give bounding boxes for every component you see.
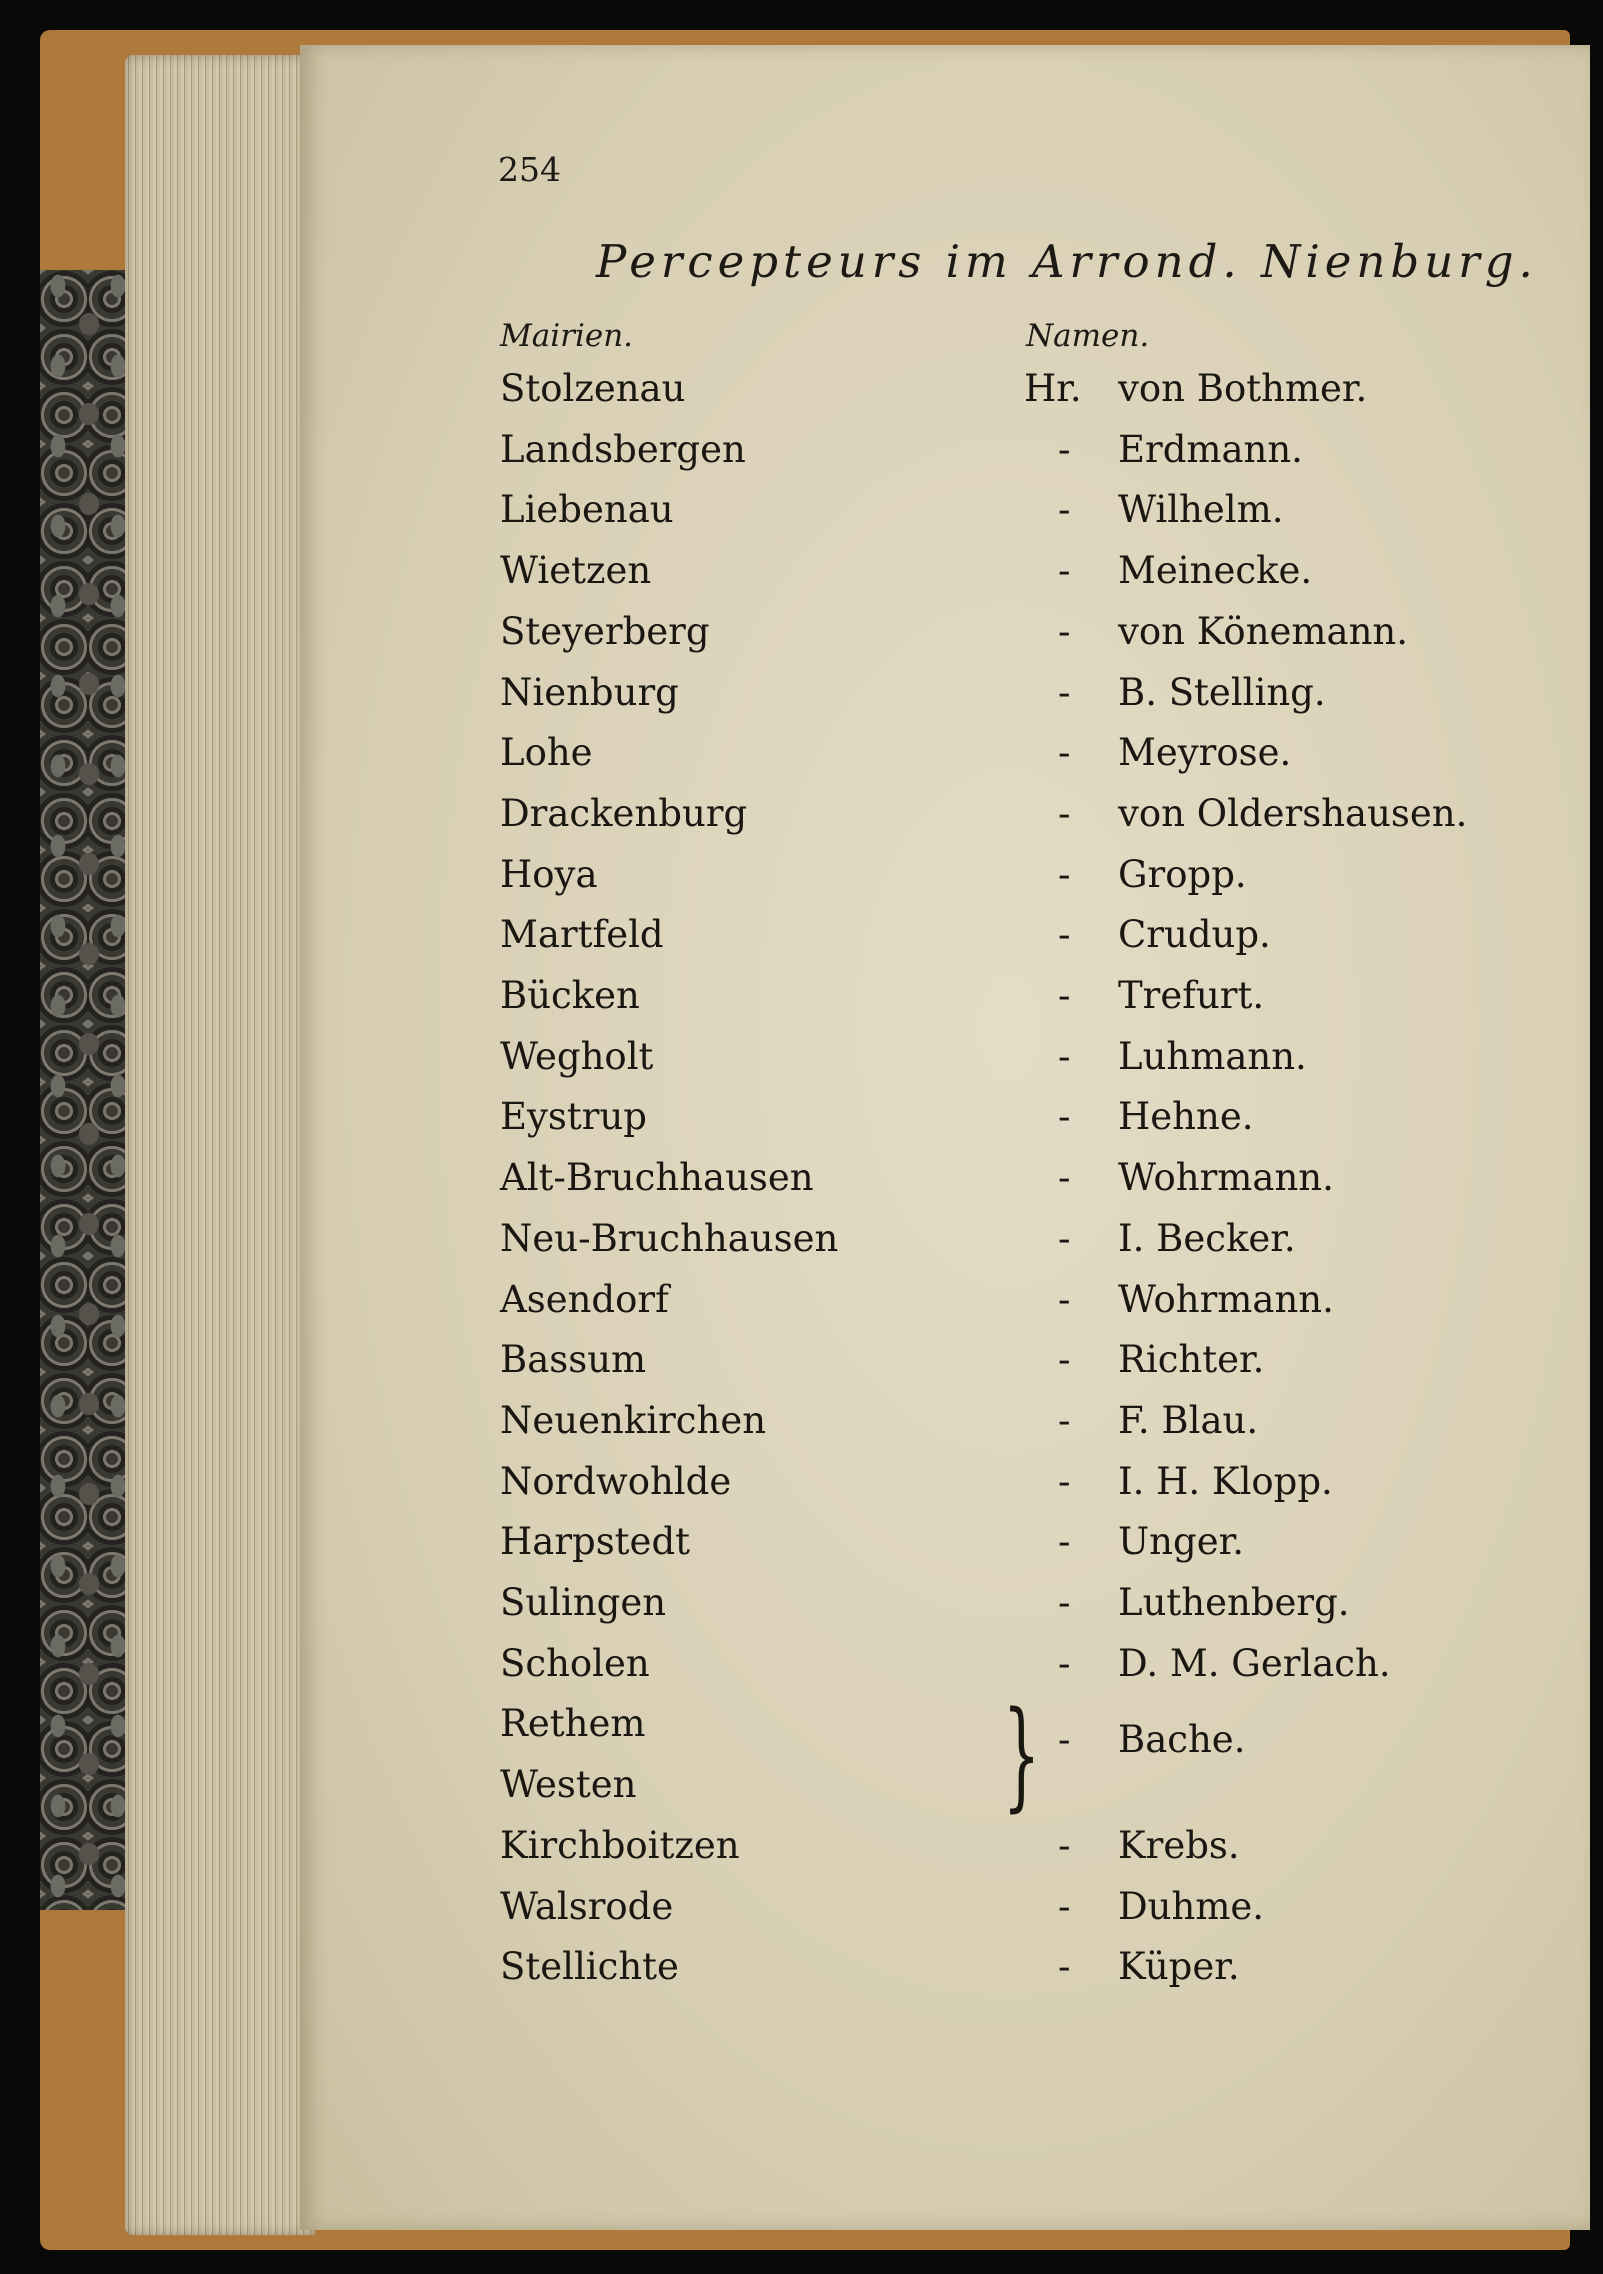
list-item [0,367,1603,427]
list-item [0,1399,1603,1459]
row-dash: - [1058,791,1071,835]
row-dash: - [1058,488,1071,532]
percepteur-name: Crudup. [1118,913,1271,957]
percepteur-name: Meyrose. [1118,731,1292,775]
mairie-name: Rethem [500,1702,646,1746]
list-item [0,1520,1603,1580]
row-dash: - [1058,1718,1071,1761]
percepteur-name: Luthenberg. [1118,1581,1350,1624]
mairie-name: Harpstedt [500,1520,691,1564]
row-dash: - [1058,1945,1071,1989]
page-title: Percepteurs im Arrond. Nienburg. [596,235,1538,288]
mairie-name: Scholen [500,1641,650,1685]
mairie-name: Steyerberg [500,609,710,653]
percepteur-name: Wilhelm. [1118,488,1284,532]
list-item [0,671,1603,731]
row-dash: - [1058,1641,1071,1685]
list-item [0,974,1603,1034]
list-item [0,853,1603,913]
list-item [0,731,1603,791]
mairie-name: Alt-Bruchhausen [500,1156,814,1200]
list-item [0,792,1603,852]
row-dash: - [1058,609,1071,653]
list-item [0,488,1603,548]
row-dash: - [1058,670,1071,714]
percepteur-name: Meinecke. [1118,549,1313,593]
percepteur-name: Unger. [1118,1520,1244,1564]
percepteur-name: Küper. [1118,1945,1240,1989]
mairie-name: Kirchboitzen [500,1823,740,1867]
list-item [0,1642,1603,1702]
percepteur-name: Wohrmann. [1118,1156,1334,1200]
row-dash: - [1058,1459,1071,1503]
list-item [0,1581,1603,1641]
row-dash: - [1058,1338,1071,1382]
row-dash: - [1058,974,1071,1017]
percepteur-name: Wohrmann. [1118,1277,1334,1321]
row-dash: - [1058,1277,1071,1321]
mairie-name: Westen [500,1763,637,1807]
page-number: 254 [498,150,561,189]
list-item [0,1278,1603,1338]
row-dash: - [1058,913,1071,957]
percepteur-name: Hehne. [1118,1095,1254,1139]
percepteur-name: Trefurt. [1118,974,1265,1017]
mairie-name: Wegholt [500,1034,654,1078]
percepteur-name: Luhmann. [1118,1034,1307,1078]
mairie-name: Liebenau [500,488,674,532]
percepteur-name: B. Stelling. [1118,670,1326,714]
row-dash: - [1058,1520,1071,1564]
percepteur-name: I. Becker. [1118,1216,1296,1260]
mairie-name: Lohe [500,731,593,775]
list-item [0,1156,1603,1216]
mairie-name: Bücken [500,974,640,1017]
percepteur-name: von Oldershausen. [1118,791,1468,835]
percepteur-name: Richter. [1118,1338,1265,1382]
percepteur-name: Duhme. [1118,1884,1265,1928]
percepteur-name: Gropp. [1118,852,1247,896]
mairie-name: Bassum [500,1338,647,1382]
list-item [0,1035,1603,1095]
mairie-name: Wietzen [500,549,652,593]
list-item [0,1095,1603,1155]
list-item [0,1945,1603,2005]
row-dash: - [1058,1034,1071,1078]
percepteur-name: von Bothmer. [1118,367,1368,410]
row-dash: - [1058,1398,1071,1442]
curly-brace: } [1002,1685,1041,1823]
list-item [0,1824,1603,1884]
list-item [0,1885,1603,1945]
row-dash: - [1058,1581,1071,1624]
honorific-prefix: Hr. [1024,367,1082,410]
mairie-name: Landsbergen [500,427,746,471]
mairie-name: Drackenburg [500,791,748,835]
mairie-name: Neuenkirchen [500,1398,767,1442]
percepteur-name: F. Blau. [1118,1398,1259,1442]
row-dash: - [1058,1156,1071,1200]
mairie-name: Martfeld [500,913,664,957]
list-item [0,610,1603,670]
row-dash: - [1058,1823,1071,1867]
percepteur-name: I. H. Klopp. [1118,1459,1333,1503]
list-item [0,1217,1603,1277]
row-dash: - [1058,852,1071,896]
column-header-namen: Namen. [1026,318,1150,354]
mairie-name: Walsrode [500,1884,674,1928]
percepteur-name: Erdmann. [1118,427,1303,471]
list-item [0,428,1603,488]
mairie-name: Eystrup [500,1095,647,1139]
row-dash: - [1058,1216,1071,1260]
percepteur-name: Krebs. [1118,1823,1240,1867]
percepteur-name: D. M. Gerlach. [1118,1641,1391,1685]
row-dash: - [1058,549,1071,593]
mairie-name: Hoya [500,852,598,896]
mairie-name: Stolzenau [500,367,686,410]
list-item [0,913,1603,973]
list-item [0,549,1603,609]
bracketed-name: Bache. [1118,1718,1246,1761]
row-dash: - [1058,1884,1071,1928]
mairie-name: Nordwohlde [500,1459,732,1503]
list-item [0,1702,1603,1762]
row-dash: - [1058,427,1071,471]
column-header-mairien: Mairien. [500,318,634,354]
mairie-name: Asendorf [500,1277,669,1321]
list-item [0,1338,1603,1398]
mairie-name: Nienburg [500,670,679,714]
row-dash: - [1058,1095,1071,1139]
mairie-name: Neu-Bruchhausen [500,1216,839,1260]
row-dash: - [1058,731,1071,775]
list-item [0,1763,1603,1823]
percepteur-name: von Könemann. [1118,609,1408,653]
mairie-name: Stellichte [500,1945,679,1989]
list-item [0,1460,1603,1520]
mairie-name: Sulingen [500,1581,667,1624]
